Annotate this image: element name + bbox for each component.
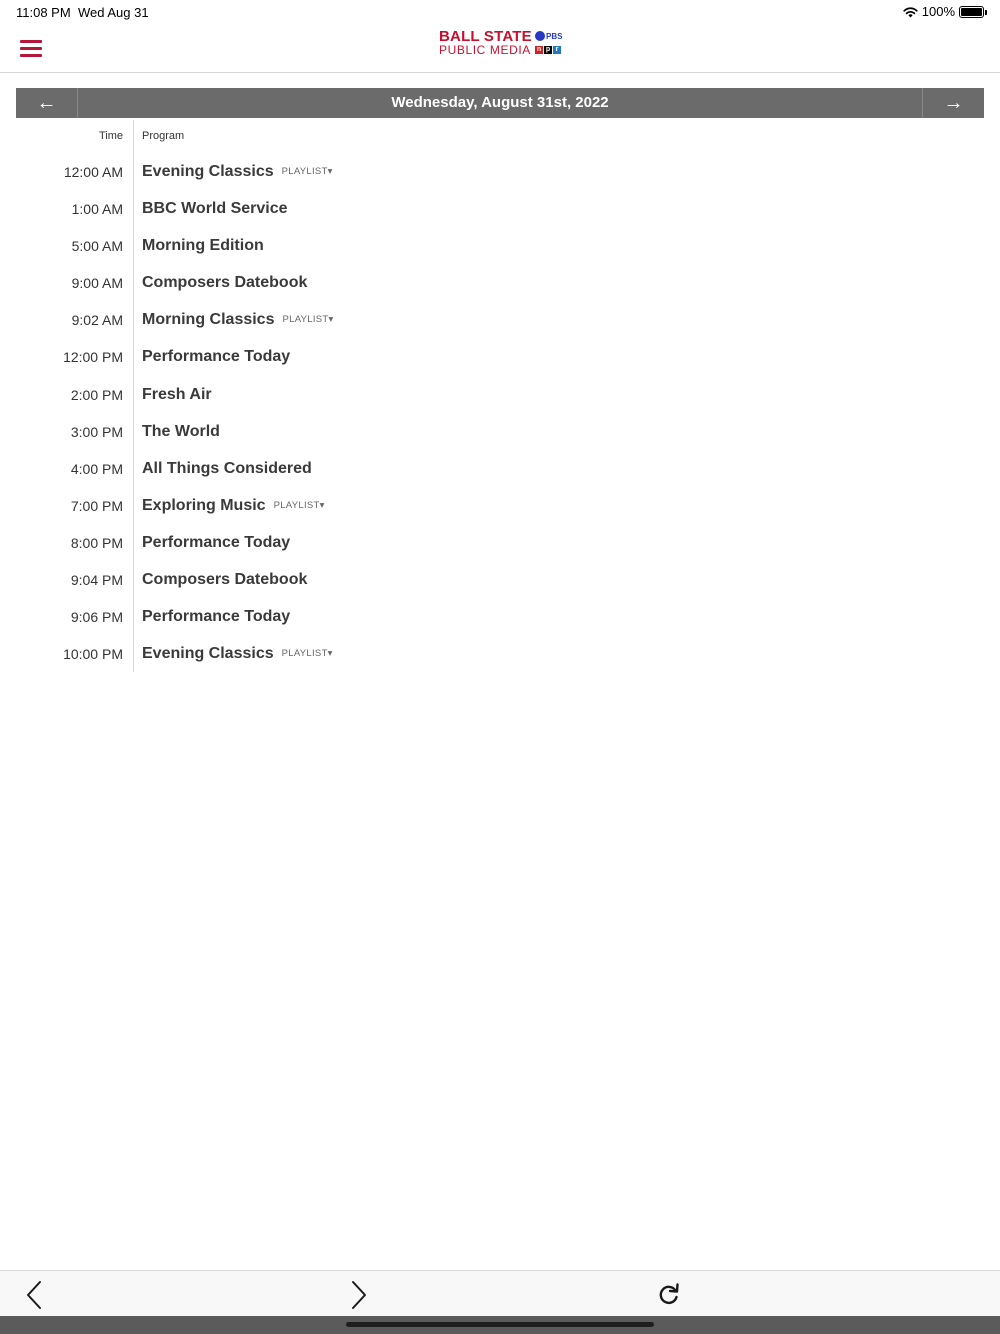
logo-line1: BALL STATE <box>439 28 532 45</box>
program-time: 12:00 AM <box>63 164 123 180</box>
program-title[interactable] <box>142 423 220 441</box>
program-title[interactable] <box>142 497 325 515</box>
program-name: Performance Today <box>142 348 291 366</box>
program-title[interactable] <box>142 348 290 366</box>
schedule-row <box>16 338 984 375</box>
program-time: 4:00 PM <box>70 460 123 477</box>
program-name: Performance Today <box>142 608 291 626</box>
forward-chevron-icon[interactable] <box>344 1280 374 1310</box>
schedule-row <box>16 376 984 413</box>
schedule-row <box>16 487 984 524</box>
pbs-logo-icon: PBS <box>535 31 562 41</box>
battery-percent: 100% <box>921 4 955 19</box>
previous-day-button[interactable]: ← <box>16 88 78 118</box>
schedule-row <box>16 450 984 487</box>
status-date: Wed Aug 31 <box>78 5 149 20</box>
app-header <box>0 24 1000 73</box>
date-navigation-bar <box>16 88 984 118</box>
schedule-row <box>16 301 984 338</box>
program-title[interactable] <box>142 200 288 218</box>
playlist-toggle[interactable]: PLAYLIST▾ <box>281 166 333 177</box>
logo-line2: PUBLIC MEDIA <box>439 43 531 57</box>
program-name: The World <box>142 422 220 440</box>
schedule-row <box>16 524 984 561</box>
schedule-row <box>16 635 984 672</box>
back-chevron-icon[interactable] <box>20 1280 50 1310</box>
program-title[interactable] <box>142 237 264 255</box>
program-title[interactable] <box>142 645 333 663</box>
battery-icon <box>959 6 984 18</box>
program-time: 9:02 AM <box>71 312 123 329</box>
schedule-row <box>16 264 984 301</box>
schedule-row <box>16 561 984 598</box>
program-name: BBC World Service <box>142 200 288 218</box>
npr-logo-icon: n p r <box>535 46 561 54</box>
program-time: 9:00 AM <box>71 275 123 292</box>
schedule-row <box>16 598 984 635</box>
program-name: Evening Classics <box>142 163 274 180</box>
program-time: 9:04 PM <box>70 572 123 589</box>
status-time: 11:08 PM <box>16 5 71 20</box>
playlist-toggle[interactable]: PLAYLIST▾ <box>281 648 333 660</box>
program-column-header: Program <box>142 130 185 142</box>
program-time: 7:00 PM <box>70 497 123 514</box>
program-time: 9:06 PM <box>70 609 123 626</box>
home-indicator-area <box>0 1316 1000 1334</box>
schedule-date-title: Wednesday, August 31st, 2022 <box>391 94 609 111</box>
program-title[interactable] <box>142 571 307 589</box>
program-title[interactable] <box>142 608 290 626</box>
program-title[interactable] <box>142 460 312 478</box>
schedule-row <box>16 227 984 264</box>
program-name: Composers Datebook <box>142 274 308 292</box>
time-column-header: Time <box>98 130 123 142</box>
wifi-icon <box>903 6 918 18</box>
program-name: Performance Today <box>142 533 291 551</box>
program-time: 1:00 AM <box>71 201 123 218</box>
schedule-rows <box>16 153 984 672</box>
program-time: 3:00 PM <box>70 423 123 440</box>
playlist-toggle[interactable]: PLAYLIST▾ <box>273 499 325 511</box>
program-time: 12:00 PM <box>63 349 123 366</box>
schedule-row <box>16 413 984 450</box>
program-name: Exploring Music <box>142 496 266 514</box>
program-name: All Things Considered <box>142 459 312 477</box>
program-time: 2:00 PM <box>70 386 123 403</box>
program-title[interactable] <box>142 386 212 404</box>
program-name: Composers Datebook <box>142 571 308 589</box>
schedule-row <box>16 153 984 190</box>
program-name: Evening Classics <box>142 645 274 663</box>
program-name: Morning Classics <box>142 311 275 329</box>
status-bar <box>0 0 1000 24</box>
playlist-toggle[interactable]: PLAYLIST▾ <box>282 314 334 326</box>
program-time: 10:00 PM <box>63 646 123 663</box>
program-name: Morning Edition <box>142 237 264 255</box>
program-title[interactable] <box>142 311 334 329</box>
schedule-row <box>16 190 984 227</box>
browser-toolbar <box>0 1270 1000 1316</box>
next-day-button[interactable]: → <box>922 88 984 118</box>
status-indicators <box>903 4 984 19</box>
hamburger-menu-icon[interactable] <box>20 40 42 57</box>
program-name: Fresh Air <box>142 385 212 403</box>
program-title[interactable] <box>142 163 333 181</box>
ball-state-public-media-logo[interactable] <box>439 28 563 58</box>
program-title[interactable] <box>142 534 290 552</box>
program-time: 5:00 AM <box>71 238 123 255</box>
program-title[interactable] <box>142 274 307 292</box>
home-indicator[interactable] <box>346 1322 654 1327</box>
program-time: 8:00 PM <box>70 534 123 551</box>
reload-icon[interactable] <box>654 1280 684 1310</box>
